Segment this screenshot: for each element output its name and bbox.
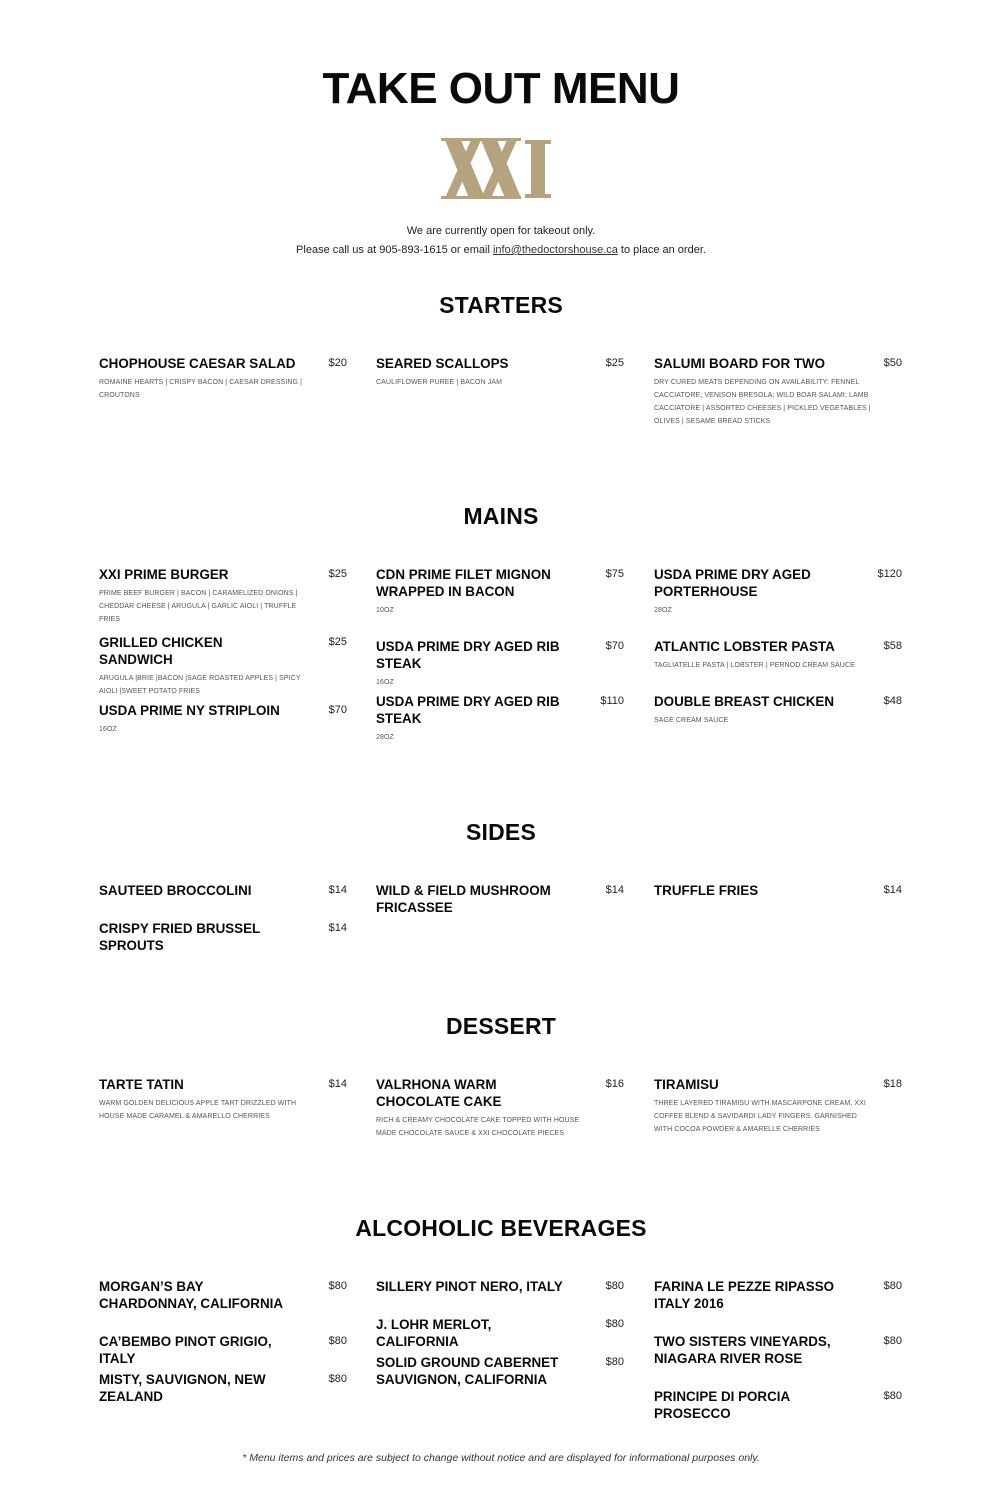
menu-item (99, 355, 347, 402)
menu-item-price: $25 (328, 568, 347, 580)
menu-item-name: SAUTEED BROCCOLINI (99, 883, 252, 898)
menu-item-name: SILLERY PINOT NERO, ITALY (376, 1279, 563, 1294)
menu-item (99, 634, 347, 698)
menu-item-name: FARINA LE PEZZE RIPASSO ITALY 2016 (654, 1279, 835, 1311)
menu-item (376, 1278, 624, 1295)
menu-item-price: $120 (877, 568, 902, 580)
menu-item-name: VALRHONA WARM CHOCOLATE CAKE (376, 1077, 502, 1109)
menu-item-price: $80 (605, 1280, 624, 1292)
menu-item (654, 1278, 902, 1312)
menu-item-description: 28OZ (376, 734, 394, 741)
footnote: * Menu items and prices are subject to change without notice and are displayed for informational purposes only. (242, 1452, 760, 1464)
menu-item-description: PRIME BEEF BURGER | BACON | CARAMELIZED ONIONS | CHEDDAR CHEESE | ARUGULA | GARLIC AIOLI | TRUFFLE FRIES (99, 590, 298, 623)
menu-item (654, 1388, 902, 1422)
menu-item-name: TARTE TATIN (99, 1077, 184, 1092)
menu-item-name: WILD & FIELD MUSHROOM FRICASSEE (376, 883, 551, 915)
menu-item (376, 1354, 624, 1388)
menu-item-price: $25 (605, 357, 624, 369)
menu-item-name: CHOPHOUSE CAESAR SALAD (99, 356, 296, 371)
menu-item-price: $80 (328, 1373, 347, 1385)
menu-item-name: ATLANTIC LOBSTER PASTA (654, 639, 835, 654)
menu-item-name: J. LOHR MERLOT, CALIFORNIA (376, 1317, 492, 1349)
section-title: DESSERT (445, 1013, 557, 1039)
menu-item-name: USDA PRIME NY STRIPLOIN (99, 703, 280, 718)
menu-item-name: XXI PRIME BURGER (99, 567, 229, 582)
section-title: ALCOHOLIC BEVERAGES (355, 1215, 647, 1241)
menu-item (99, 1278, 347, 1312)
menu-item-name: USDA PRIME DRY AGED RIB STEAK (376, 639, 560, 671)
menu-item-description: ARUGULA |BRIE |BACON |SAGE ROASTED APPLES | SPICY AIOLI |SWEET POTATO FRIES (99, 675, 301, 695)
section-title: SIDES (465, 819, 537, 845)
menu-item (654, 355, 902, 428)
menu-item-name: SALUMI BOARD FOR TWO (654, 356, 826, 371)
menu-item (654, 1333, 902, 1367)
intro-line-2 (0, 241, 1002, 260)
intro-text (0, 222, 1002, 260)
menu-item (376, 693, 624, 744)
menu-item-price: $70 (605, 640, 624, 652)
menu-item-description: THREE LAYERED TIRAMISU WITH MASCARPONE CREAM, XXI COFFEE BLEND & SAVIDARDI LADY FINGERS. GARNISHED WITH COCOA POWDER & AMARELLE CHERRIES (654, 1100, 866, 1133)
menu-item-price: $80 (328, 1280, 347, 1292)
menu-item-name: USDA PRIME DRY AGED PORTERHOUSE (654, 567, 811, 599)
menu-item-price: $14 (605, 884, 624, 896)
intro-line-2-prefix: Please call us at 905-893-1615 or email (296, 244, 493, 256)
menu-item-price: $20 (328, 357, 347, 369)
menu-item-description: TAGLIATELLE PASTA | LOBSTER | PERNOD CREAM SAUCE (654, 662, 855, 669)
email-link[interactable]: info@thedoctorshouse.ca (492, 244, 618, 256)
menu-item-description: 16OZ (376, 679, 394, 686)
menu-item-description: ROMAINE HEARTS | CRISPY BACON | CAESAR DRESSING | CROUTONS (99, 379, 303, 399)
menu-item (99, 566, 347, 626)
menu-item-price: $14 (328, 884, 347, 896)
menu-item-name: MORGAN’S BAY CHARDONNAY, CALIFORNIA (99, 1279, 284, 1311)
menu-item (99, 702, 347, 736)
menu-item-name: CRISPY FRIED BRUSSEL SPROUTS (99, 921, 260, 953)
menu-item-name: SEARED SCALLOPS (376, 356, 509, 371)
menu-item-price: $14 (328, 1078, 347, 1090)
menu-item-name: TWO SISTERS VINEYARDS, NIAGARA RIVER ROSE (654, 1334, 831, 1366)
menu-item-price: $80 (605, 1318, 624, 1330)
menu-item-price: $50 (883, 357, 902, 369)
menu-item-price: $16 (605, 1078, 624, 1090)
menu-item-price: $80 (883, 1390, 902, 1402)
menu-item (654, 882, 902, 899)
menu-item-name: DOUBLE BREAST CHICKEN (654, 694, 835, 709)
menu-item-description: DRY CURED MEATS DEPENDING ON AVAILABILITY: FENNEL CACCIATORE; VENISON BRESOLA; WILD BOAR SALAMI; LAMB CACCIATORE | ASSORTED CHEESES | PICKLED VEGETABLES | OLIVES | SESAME BREAD STICKS (654, 379, 871, 425)
menu-item-name: MISTY, SAUVIGNON, NEW ZEALAND (99, 1372, 266, 1404)
section-title: STARTERS (439, 292, 563, 318)
menu-item (99, 1076, 347, 1123)
menu-item-price: $80 (883, 1335, 902, 1347)
menu-item-price: $25 (328, 636, 347, 648)
menu-item-description: RICH & CREAMY CHOCOLATE CAKE TOPPED WITH HOUSE MADE CHOCOLATE SAUCE & XXI CHOCOLATE PIECES (376, 1117, 580, 1137)
menu-item-price: $110 (600, 695, 624, 707)
menu-item (654, 566, 902, 617)
intro-line-2-suffix: to place an order. (617, 244, 706, 256)
menu-item-description: 10OZ (376, 607, 394, 614)
menu-item (99, 1333, 347, 1367)
menu-item-price: $80 (328, 1335, 347, 1347)
menu-item-description: SAGE CREAM SAUCE (654, 717, 729, 724)
menu-item-price: $80 (883, 1280, 902, 1292)
menu-item (376, 566, 624, 617)
menu-item-description: 28OZ (654, 607, 672, 614)
menu-item-name: SOLID GROUND CABERNET SAUVIGNON, CALIFORNIA (376, 1355, 559, 1387)
menu-item (376, 882, 624, 916)
menu-item-name: PRINCIPE DI PORCIA PROSECCO (654, 1389, 790, 1421)
menu-item-name: CA’BEMBO PINOT GRIGIO, ITALY (99, 1334, 272, 1366)
menu-item (99, 882, 347, 899)
menu-item-name: TIRAMISU (654, 1077, 719, 1092)
menu-item (654, 1076, 902, 1136)
menu-item (376, 355, 624, 389)
menu-item-price: $14 (328, 922, 347, 934)
intro-line-1: We are currently open for takeout only. (406, 225, 596, 237)
section-title: MAINS (463, 503, 539, 529)
menu-item (376, 1316, 624, 1350)
menu-item-price: $80 (605, 1356, 624, 1368)
menu-item (654, 693, 902, 727)
menu-item-price: $70 (328, 704, 347, 716)
menu-item-price: $58 (883, 640, 902, 652)
menu-item-name: TRUFFLE FRIES (654, 883, 759, 898)
menu-item-name: GRILLED CHICKEN SANDWICH (99, 635, 223, 667)
menu-item-description: CAULIFLOWER PUREE | BACON JAM (376, 379, 503, 386)
menu-item-price: $14 (883, 884, 902, 896)
menu-item (654, 638, 902, 672)
menu-item (99, 920, 347, 954)
xxi-logo (441, 138, 559, 200)
page-title: TAKE OUT MENU (322, 64, 680, 113)
menu-item (376, 1076, 624, 1140)
menu-item-price: $18 (883, 1078, 902, 1090)
menu-item-price: $75 (605, 568, 624, 580)
menu-item-description: WARM GOLDEN DELICIOUS APPLE TART DRIZZLED WITH HOUSE MADE CARAMEL & AMARELLO CHERRIES (99, 1100, 297, 1120)
menu-item-description: 16OZ (99, 726, 117, 733)
menu-item-price: $48 (883, 695, 902, 707)
menu-item (376, 638, 624, 689)
menu-item (99, 1371, 347, 1405)
menu-item-name: USDA PRIME DRY AGED RIB STEAK (376, 694, 560, 726)
menu-item-name: CDN PRIME FILET MIGNON WRAPPED IN BACON (376, 567, 551, 599)
